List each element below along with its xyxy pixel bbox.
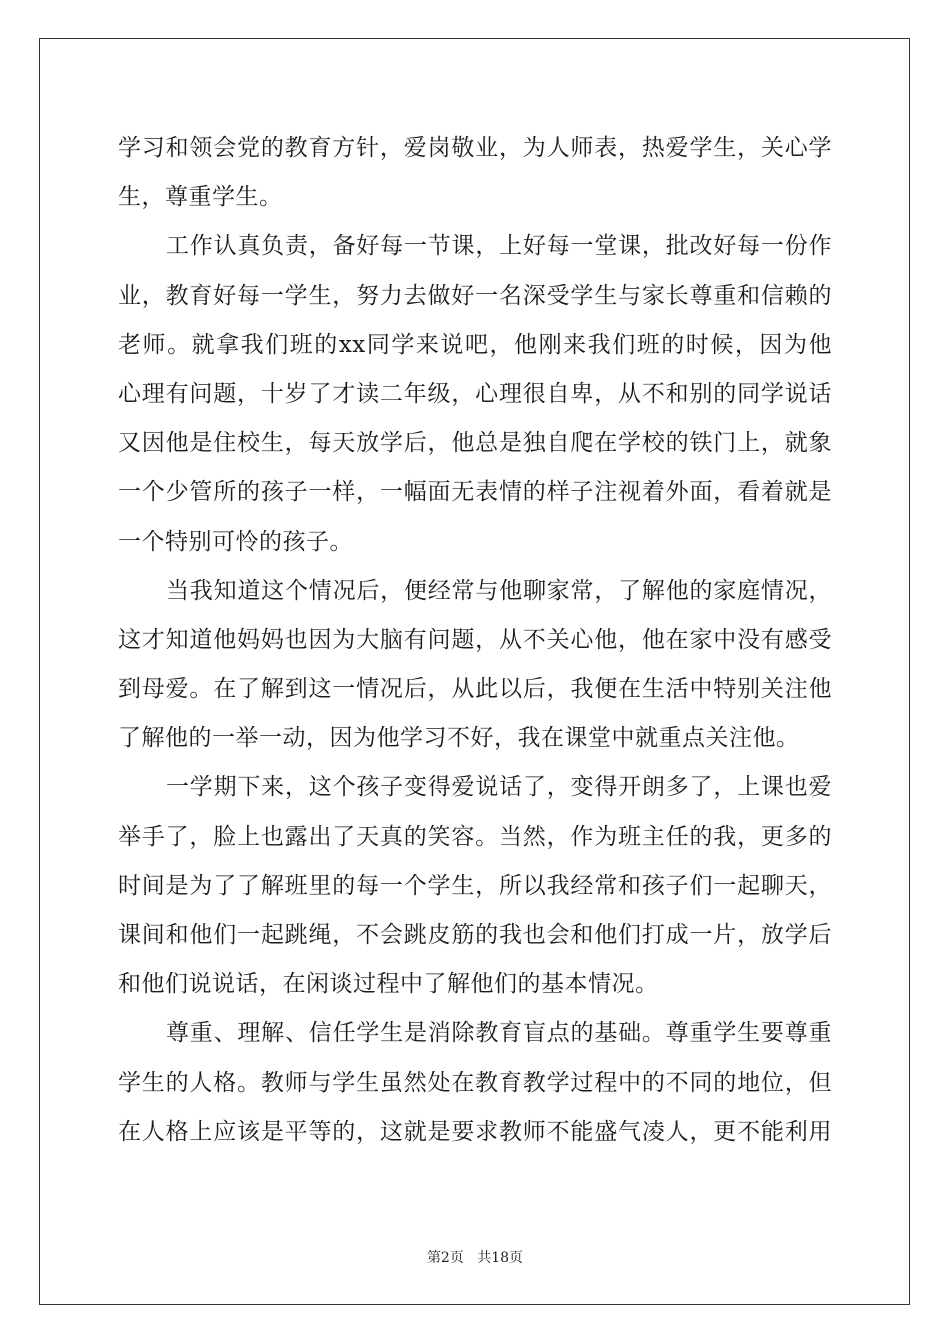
- text-line: 一个少管所的孩子一样，一幅面无表情的样子注视着外面，看着就是: [118, 479, 832, 506]
- text-line: 了解他的一举一动，因为他学习不好，我在课堂中就重点关注他。: [118, 725, 800, 752]
- page-footer: [0, 1247, 950, 1267]
- text-line: 课间和他们一起跳绳，不会跳皮筋的我也会和他们打成一片，放学后: [118, 922, 832, 948]
- text-line: 到母爱。在了解到这一情况后，从此以后，我便在生活中特别关注他: [118, 676, 832, 703]
- document-body: [118, 124, 832, 1157]
- text-line: 这才知道他妈妈也因为大脑有问题，从不关心他，他在家中没有感受: [118, 626, 832, 653]
- text-line: 工作认真负责，备好每一节课，上好每一堂课，批改好每一份作: [166, 233, 832, 260]
- page-number: 第2页: [426, 1250, 464, 1266]
- page-total: 共18页: [477, 1250, 524, 1266]
- text-line: 学生的人格。教师与学生虽然处在教育教学过程中的不同的地位，但: [118, 1069, 832, 1096]
- text-line: 在人格上应该是平等的，这就是要求教师不能盛气凌人，更不能利用: [118, 1118, 832, 1145]
- text-line: 和他们说说话，在闲谈过程中了解他们的基本情况。: [118, 971, 659, 998]
- text-line: 尊重、理解、信任学生是消除教育盲点的基础。尊重学生要尊重: [166, 1020, 832, 1047]
- text-line: 老师。就拿我们班的xx同学来说吧，他刚来我们班的时候，因为他: [118, 331, 832, 358]
- text-line: 举手了，脸上也露出了天真的笑容。当然，作为班主任的我，更多的: [118, 823, 832, 850]
- text-line: 又因他是住校生，每天放学后，他总是独自爬在学校的铁门上，就象: [118, 430, 832, 457]
- text-line: 业，教育好每一学生，努力去做好一名深受学生与家长尊重和信赖的: [118, 282, 832, 309]
- text-line: 时间是为了了解班里的每一个学生，所以我经常和孩子们一起聊天，: [118, 872, 832, 899]
- text-line: 心理有问题，十岁了才读二年级，心理很自卑，从不和别的同学说话: [118, 380, 832, 407]
- text-line: 一学期下来，这个孩子变得爱说话了，变得开朗多了，上课也爱: [166, 774, 832, 801]
- text-line: 学习和领会党的教育方针，爱岗敬业，为人师表，热爱学生，关心学: [118, 135, 832, 161]
- text-line: 当我知道这个情况后，便经常与他聊家常，了解他的家庭情况，: [166, 577, 832, 604]
- text-line: 一个特别可怜的孩子。: [118, 528, 353, 555]
- text-line: 生，尊重学生。: [118, 184, 283, 211]
